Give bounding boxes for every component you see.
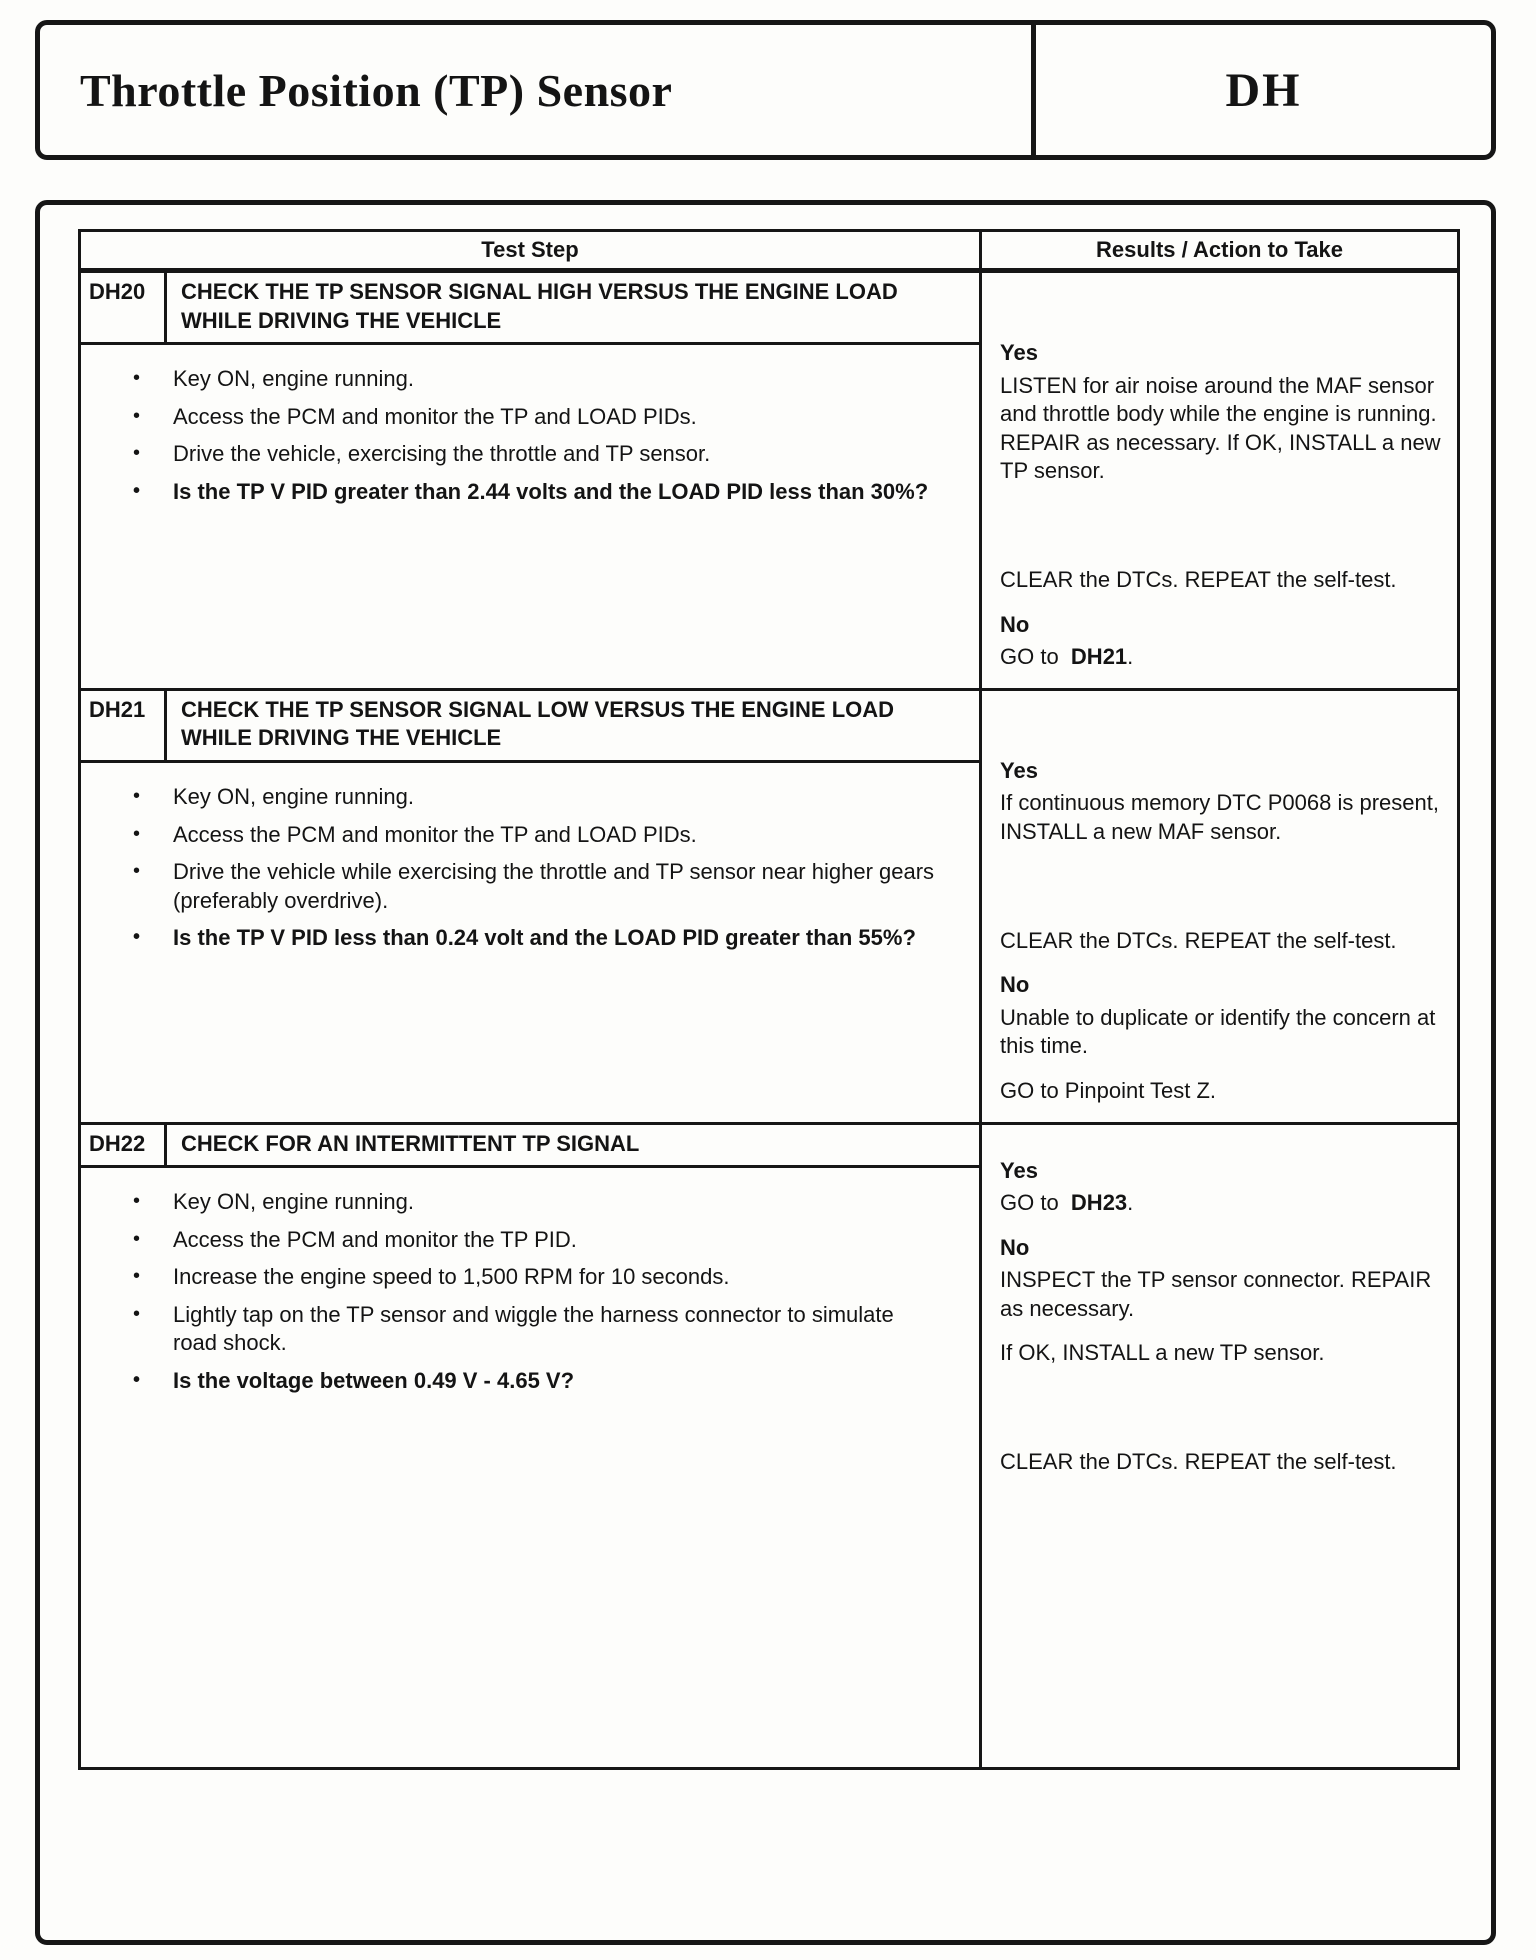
document-header-left bbox=[40, 25, 1031, 155]
step-text: Lightly tap on the TP sensor and wiggle the harness connector to simulate road shock. bbox=[173, 1301, 894, 1356]
section-code: DH bbox=[1225, 63, 1302, 117]
result-text: GO to bbox=[1000, 1190, 1071, 1216]
bullet-icon: • bbox=[133, 442, 141, 465]
result-emphasis: DH21 bbox=[1070, 644, 1128, 670]
result-emphasis: No bbox=[1000, 972, 1030, 998]
bullet-icon: • bbox=[133, 367, 141, 390]
step-item bbox=[133, 440, 955, 469]
result-text: CLEAR the DTCs. REPEAT the self-test. bbox=[1000, 1449, 1397, 1475]
result-block bbox=[1000, 1189, 1443, 1218]
test-step-column bbox=[81, 691, 979, 1122]
step-list bbox=[81, 345, 979, 527]
bullet-icon: • bbox=[133, 1265, 141, 1288]
vertical-spacer bbox=[1000, 1065, 1443, 1077]
column-header-results: Results / Action to Take bbox=[979, 232, 1457, 268]
step-item bbox=[133, 478, 955, 507]
result-block bbox=[1000, 643, 1443, 672]
result-text: CLEAR the DTCs. REPEAT the self-test. bbox=[1000, 566, 1397, 592]
test-step-column bbox=[81, 1125, 979, 1767]
bullet-icon: • bbox=[133, 1369, 141, 1392]
step-text: Is the TP V PID greater than 2.44 volts and the LOAD PID less than 30%? bbox=[173, 478, 929, 504]
vertical-spacer bbox=[1000, 1222, 1443, 1234]
bullet-icon: • bbox=[133, 926, 141, 949]
result-block bbox=[1000, 1077, 1443, 1106]
result-text: If continuous memory DTC P0068 is present, INSTALL a new MAF sensor. bbox=[1000, 790, 1446, 844]
step-text: Drive the vehicle, exercising the throttle and TP sensor. bbox=[173, 441, 711, 467]
bullet-icon: • bbox=[133, 784, 141, 807]
result-text: GO to bbox=[1000, 644, 1071, 670]
step-text: Access the PCM and monitor the TP and LOAD PIDs. bbox=[173, 821, 697, 847]
step-item bbox=[133, 403, 955, 432]
section-id: DH22 bbox=[81, 1125, 167, 1166]
result-text: Unable to duplicate or identify the concern at this time. bbox=[1000, 1004, 1442, 1059]
step-item bbox=[133, 821, 955, 850]
result-text: INSPECT the TP sensor connector. REPAIR as necessary. bbox=[1000, 1267, 1438, 1321]
result-block bbox=[1000, 927, 1443, 956]
result-block bbox=[1000, 971, 1443, 1000]
bullet-icon: • bbox=[133, 1227, 141, 1250]
result-block bbox=[1000, 372, 1447, 486]
document-header-right bbox=[1031, 25, 1491, 155]
result-emphasis: No bbox=[1000, 1234, 1030, 1260]
section-title: CHECK THE TP SENSOR SIGNAL LOW VERSUS THE ENGINE LOAD WHILE DRIVING THE VEHICLE bbox=[181, 696, 895, 751]
step-text: Key ON, engine running. bbox=[173, 783, 414, 809]
result-block bbox=[1000, 1448, 1443, 1477]
vertical-spacer bbox=[1000, 599, 1443, 611]
step-item bbox=[133, 365, 955, 394]
vertical-spacer bbox=[1000, 851, 1443, 927]
step-text: Key ON, engine running. bbox=[173, 1189, 414, 1215]
result-block bbox=[1000, 566, 1443, 595]
result-emphasis: No bbox=[1000, 611, 1030, 637]
content-box bbox=[35, 200, 1496, 1945]
step-text: Key ON, engine running. bbox=[173, 366, 414, 392]
bullet-icon: • bbox=[133, 860, 141, 883]
result-text: If OK, INSTALL a new TP sensor. bbox=[1000, 1340, 1325, 1366]
result-text: . bbox=[1127, 1190, 1134, 1216]
vertical-spacer bbox=[1000, 1372, 1443, 1448]
diagnostic-table bbox=[78, 229, 1460, 1770]
section-id: DH20 bbox=[81, 273, 167, 342]
step-list bbox=[81, 763, 979, 974]
section-title-row bbox=[81, 273, 979, 345]
section-title: CHECK FOR AN INTERMITTENT TP SIGNAL bbox=[181, 1130, 640, 1156]
bullet-icon: • bbox=[133, 479, 141, 502]
document-header bbox=[35, 20, 1496, 160]
step-text: Access the PCM and monitor the TP PID. bbox=[173, 1226, 577, 1252]
step-item bbox=[133, 924, 955, 953]
result-emphasis: DH23 bbox=[1070, 1190, 1128, 1216]
step-text: Increase the engine speed to 1,500 RPM for 10 seconds. bbox=[173, 1264, 730, 1290]
result-block bbox=[1000, 1266, 1443, 1323]
results-cell bbox=[979, 691, 1457, 1122]
result-emphasis: Yes bbox=[1000, 1157, 1038, 1183]
step-text: Is the TP V PID less than 0.24 volt and the LOAD PID greater than 55%? bbox=[173, 925, 916, 951]
result-text: GO to Pinpoint Test Z. bbox=[1000, 1077, 1217, 1103]
result-emphasis: Yes bbox=[1000, 340, 1038, 365]
result-text: CLEAR the DTCs. REPEAT the self-test. bbox=[1000, 927, 1397, 953]
section-title: CHECK THE TP SENSOR SIGNAL HIGH VERSUS THE ENGINE LOAD WHILE DRIVING THE VEHICLE bbox=[181, 279, 898, 333]
step-item bbox=[133, 1263, 955, 1292]
step-item bbox=[133, 1367, 955, 1396]
bullet-icon: • bbox=[133, 404, 141, 427]
result-block bbox=[1000, 1157, 1443, 1186]
bullet-icon: • bbox=[133, 1190, 141, 1213]
results-cell bbox=[979, 1125, 1457, 1767]
table-section bbox=[81, 1122, 1457, 1767]
vertical-spacer bbox=[1000, 490, 1443, 566]
step-item bbox=[133, 783, 955, 812]
step-item bbox=[133, 858, 955, 915]
step-text: Drive the vehicle while exercising the throttle and TP sensor near higher gears (preferably overdrive). bbox=[173, 859, 935, 913]
section-title-row bbox=[81, 691, 979, 763]
section-title-row bbox=[81, 1125, 979, 1169]
step-text: Is the voltage between 0.49 V - 4.65 V? bbox=[173, 1368, 575, 1394]
page-title: Throttle Position (TP) Sensor bbox=[80, 64, 673, 116]
vertical-spacer bbox=[1000, 1327, 1443, 1339]
result-block bbox=[1000, 1234, 1443, 1263]
step-item bbox=[133, 1226, 955, 1255]
column-header-test-step: Test Step bbox=[481, 236, 579, 262]
result-block bbox=[1000, 611, 1443, 640]
result-emphasis: Yes bbox=[1000, 757, 1038, 783]
result-text: . bbox=[1127, 644, 1134, 670]
table-body bbox=[81, 273, 1457, 1767]
table-header-row bbox=[81, 232, 1457, 273]
bullet-icon: • bbox=[133, 1302, 141, 1325]
result-block bbox=[1000, 757, 1443, 786]
table-section bbox=[81, 273, 1457, 688]
test-step-column bbox=[81, 273, 979, 688]
result-text: LISTEN for air noise around the MAF sensor and throttle body while the engine is running. REPAIR as necessary. If OK, INSTALL a new TP sensor. bbox=[1000, 372, 1447, 484]
result-block bbox=[1000, 339, 1443, 368]
bullet-icon: • bbox=[133, 822, 141, 845]
result-block bbox=[1000, 789, 1446, 846]
step-text: Access the PCM and monitor the TP and LOAD PIDs. bbox=[173, 403, 697, 429]
step-list bbox=[81, 1168, 979, 1417]
results-cell bbox=[979, 273, 1457, 688]
table-section bbox=[81, 688, 1457, 1122]
vertical-spacer bbox=[1000, 959, 1443, 971]
step-item bbox=[133, 1301, 955, 1358]
step-item bbox=[133, 1188, 955, 1217]
result-block bbox=[1000, 1004, 1443, 1061]
result-block bbox=[1000, 1339, 1443, 1368]
section-id: DH21 bbox=[81, 691, 167, 760]
